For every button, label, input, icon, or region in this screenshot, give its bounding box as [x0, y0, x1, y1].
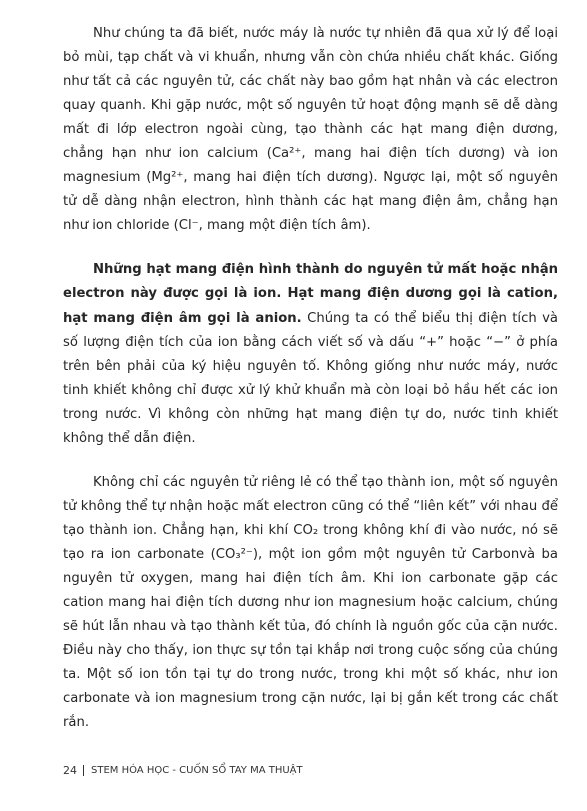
paragraph-3: Không chỉ các nguyên tử riêng lẻ có thể tạo thành ion, một số nguyên tử không thể tự nhận hoặc mất electron cũng có thể “liên kết” với nhau để tạo thành ion. Chẳng hạn, khi khí CO₂ trong không khí đi vào nước, nó sẽ tạo ra ion carbonate (CO₃²⁻), một ion gồm một nguyên tử Carbonvà ba nguyên tử oxygen, mang hai điện tích âm. Khi ion carbonate gặp các cation mang hai điện tích dương như ion magnesium hoặc calcium, chúng sẽ hút lẫn nhau và tạo thành kết tủa, đó chính là nguồn gốc của cặn nước. Điều này cho thấy, ion thực sự tồn tại khắp nơi trong cuộc sống của chúng ta. Một số ion tồn tại tự do trong nước, trong khi một số khác, như ion carbonate và ion magnesium trong cặn nước, lại bị gắn kết trong các chất rắn.	[63, 474, 558, 731]
paragraph-2-bold: Những hạt mang điện hình thành do nguyên tử mất hoặc nhận electron này được gọi là ion. Hạt mang điện dương gọi là cation, hạt mang điện âm gọi là anion.	[63, 262, 558, 326]
paragraph-2	[63, 258, 558, 450]
page-footer	[63, 764, 303, 777]
paragraph-2-text: Chúng ta có thể biểu thị điện tích và số lượng điện tích của ion bằng cách viết số và dấu “+” hoặc “−” ở phía trên bên phải của ký hiệu nguyên tố. Không giống như nước máy, nước tinh khiết không chỉ được xử lý khử khuẩn mà còn loại bỏ hầu hết các ion trong nước. Vì không còn những hạt mang điện tự do, nước tinh khiết không thể dẫn điện.	[63, 310, 558, 446]
book-title: STEM HÓA HỌC - CUỐN SỔ TAY MA THUẬT	[91, 765, 303, 776]
paragraph-1: Như chúng ta đã biết, nước máy là nước tự nhiên đã qua xử lý để loại bỏ mùi, tạp chất và vi khuẩn, nhưng vẫn còn chứa nhiều chất khác. Giống như tất cả các nguyên tử, các chất này bao gồm hạt nhân và các electron quay quanh. Khi gặp nước, một số nguyên tử hoạt động mạnh sẽ dễ dàng mất đi lớp electron ngoài cùng, tạo thành các hạt mang điện dương, chẳng hạn như ion calcium (Ca²⁺, mang hai điện tích dương) và ion magnesium (Mg²⁺, mang hai điện tích dương). Ngược lại, một số nguyên tử dễ dàng nhận electron, hình thành các hạt mang điện âm, chẳng hạn như ion chloride (Cl⁻, mang một điện tích âm).	[63, 26, 558, 234]
page-body	[63, 22, 558, 735]
page-number: 24	[63, 764, 77, 777]
footer-divider	[83, 765, 84, 776]
